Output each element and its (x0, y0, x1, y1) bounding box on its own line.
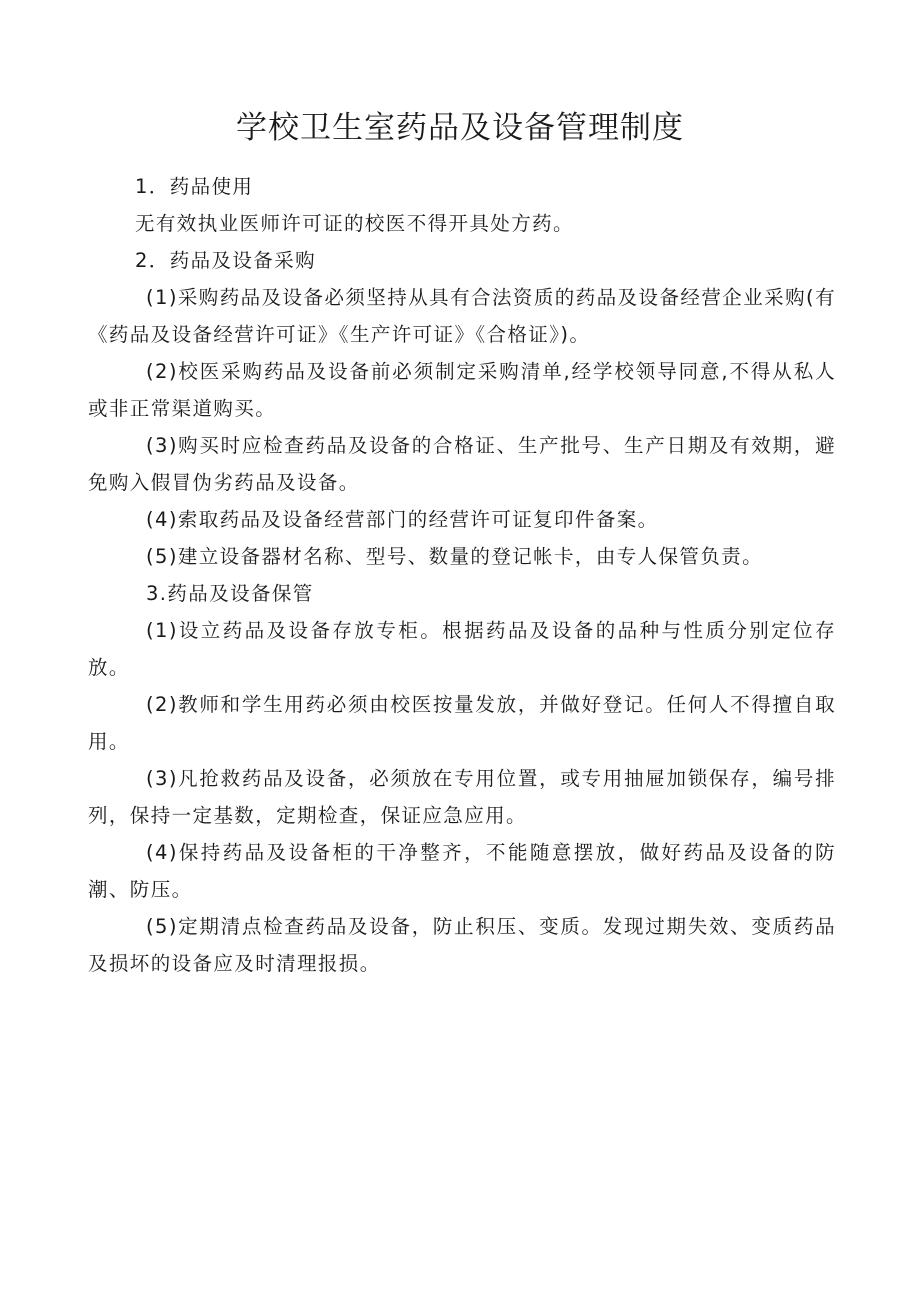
section-1-heading: 1．药品使用 (135, 175, 254, 198)
section-3-item-4: (4)保持药品及设备柜的干净整齐，不能随意摆放，做好药品及设备的防潮、防压。 (88, 841, 836, 901)
section-3-item-3: (3)凡抢救药品及设备，必须放在专用位置，或专用抽屉加锁保存，编号排列，保持一定基数，定期检查，保证应急应用。 (88, 767, 836, 827)
section-2-heading: 2．药品及设备采购 (135, 249, 317, 272)
section-3-heading: 3.药品及设备保管 (146, 582, 314, 605)
document-title: 学校卫生室药品及设备管理制度 (236, 110, 684, 146)
section-2-item-1: (1)采购药品及设备必须坚持从具有合法资质的药品及设备经营企业采购(有《药品及设备经营许可证》《生产许可证》《合格证》)。 (88, 286, 836, 346)
section-2-item-2: (2)校医采购药品及设备前必须制定采购清单,经学校领导同意,不得从私人或非正常渠道购买。 (88, 360, 836, 420)
section-2-item-4: (4)索取药品及设备经营部门的经营许可证复印件备案。 (146, 508, 659, 531)
section-3-item-1: (1)设立药品及设备存放专柜。根据药品及设备的品种与性质分别定位存放。 (88, 619, 836, 679)
document-body (88, 168, 836, 982)
section-3-item-5: (5)定期清点检查药品及设备，防止积压、变质。发现过期失效、变质药品及损坏的设备应及时清理报损。 (88, 915, 836, 975)
section-3-item-2: (2)教师和学生用药必须由校医按量发放，并做好登记。任何人不得擅自取用。 (88, 693, 836, 753)
section-2-item-5: (5)建立设备器材名称、型号、数量的登记帐卡，由专人保管负责。 (146, 545, 764, 568)
section-2-item-3: (3)购买时应检查药品及设备的合格证、生产批号、生产日期及有效期，避免购入假冒伪劣药品及设备。 (88, 434, 836, 494)
section-1-body: 无有效执业医师许可证的校医不得开具处方药。 (135, 212, 574, 235)
